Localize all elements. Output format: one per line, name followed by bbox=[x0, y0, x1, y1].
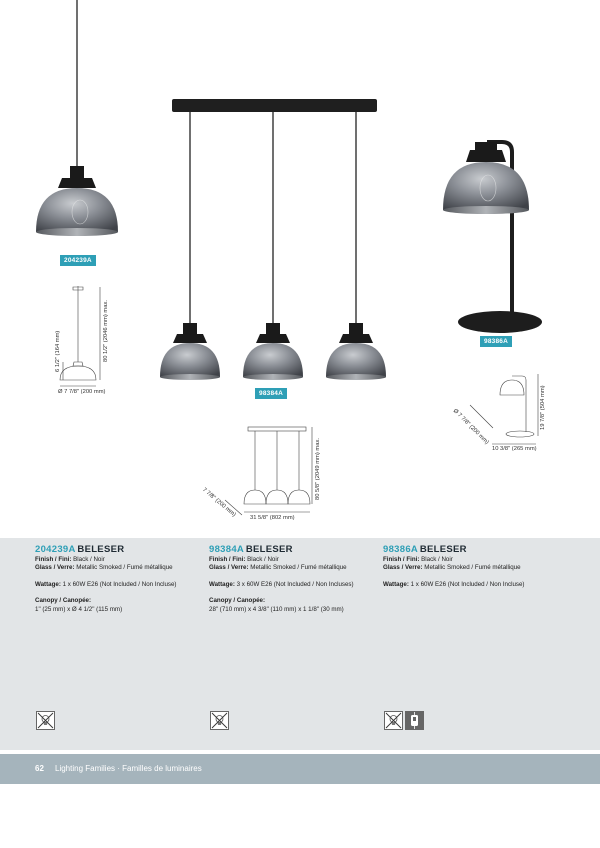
table-lamp-98386a-image bbox=[443, 142, 542, 333]
glass-label: Glass / Verre: bbox=[209, 564, 249, 572]
pendant-dimension-drawing bbox=[60, 286, 100, 386]
wattage-value: 3 x 60W E26 (Not Included / Non Incluses) bbox=[236, 580, 354, 588]
product-code: 98384A bbox=[209, 544, 245, 555]
bar-width-dim: 31 5/8" (802 mm) bbox=[250, 515, 295, 521]
spec-98384a bbox=[209, 546, 379, 615]
product-name: BELESER bbox=[245, 544, 293, 555]
glass-label: Glass / Verre: bbox=[383, 564, 423, 572]
spec-98386a bbox=[383, 546, 553, 589]
spec-204239a bbox=[35, 546, 205, 615]
bar-pendant-98384a-image bbox=[160, 99, 386, 380]
bar-height-dim: 80 5/8" (2049 mm) max. bbox=[315, 438, 321, 500]
bar-shade-dim: 7 7/8" (200 mm) bbox=[201, 487, 237, 519]
table-height-dim: 19 7/8" (504 mm) bbox=[540, 385, 546, 430]
pendant-code-tag: 204239A bbox=[60, 255, 96, 266]
finish-label: Finish / Fini: bbox=[209, 555, 246, 563]
bar-pendant-dimension-drawing bbox=[225, 427, 312, 515]
product-code: 98386A bbox=[383, 544, 419, 555]
pendant-height-dim: 80 1/2" (2046 mm) max. bbox=[103, 300, 109, 362]
no-dimmer-icon bbox=[384, 711, 403, 730]
spec-panel bbox=[0, 538, 600, 750]
footer-text: Lighting Families · Familles de luminaires bbox=[55, 764, 202, 773]
finish-value: Black / Noir bbox=[73, 555, 105, 563]
finish-value: Black / Noir bbox=[247, 555, 279, 563]
bar-pendant-code-tag: 98384A bbox=[255, 388, 287, 399]
wattage-value: 1 x 60W E26 (Not Included / Non Incluse) bbox=[62, 580, 177, 588]
table-width-dim: 10 3/8" (265 mm) bbox=[492, 446, 537, 452]
product-name: BELESER bbox=[419, 544, 467, 555]
inline-switch-icon bbox=[405, 711, 424, 730]
product-code: 204239A bbox=[35, 544, 76, 555]
pendant-204239a-image bbox=[36, 0, 118, 236]
product-name: BELESER bbox=[77, 544, 125, 555]
canopy-label: Canopy / Canopée: bbox=[35, 597, 92, 605]
page-number: 62 bbox=[35, 764, 44, 773]
glass-label: Glass / Verre: bbox=[35, 564, 75, 572]
wattage-value: 1 x 60W E26 (Not Included / Non Incluse) bbox=[410, 580, 525, 588]
finish-label: Finish / Fini: bbox=[383, 555, 420, 563]
finish-value: Black / Noir bbox=[421, 555, 453, 563]
table-shade-dim: Ø 7 7/8" (200 mm) bbox=[451, 408, 490, 446]
canopy-value: 1" (25 mm) x Ø 4 1/2" (115 mm) bbox=[35, 605, 123, 613]
glass-value: Metallic Smoked / Fumé métallique bbox=[424, 564, 521, 572]
wattage-label: Wattage: bbox=[209, 580, 235, 588]
glass-value: Metallic Smoked / Fumé métallique bbox=[250, 564, 347, 572]
pendant-min-dim: 6 1/2" (164 mm) bbox=[55, 330, 61, 372]
wattage-label: Wattage: bbox=[383, 580, 409, 588]
finish-label: Finish / Fini: bbox=[35, 555, 72, 563]
glass-value: Metallic Smoked / Fumé métallique bbox=[76, 564, 173, 572]
canopy-label: Canopy / Canopée: bbox=[209, 597, 266, 605]
canopy-value: 28" (710 mm) x 4 3/8" (110 mm) x 1 1/8" (30 mm) bbox=[209, 605, 344, 613]
wattage-label: Wattage: bbox=[35, 580, 61, 588]
no-dimmer-icon bbox=[36, 711, 55, 730]
table-lamp-code-tag: 98386A bbox=[480, 336, 512, 347]
no-dimmer-icon bbox=[210, 711, 229, 730]
pendant-diameter-dim: Ø 7 7/8" (200 mm) bbox=[58, 389, 106, 395]
